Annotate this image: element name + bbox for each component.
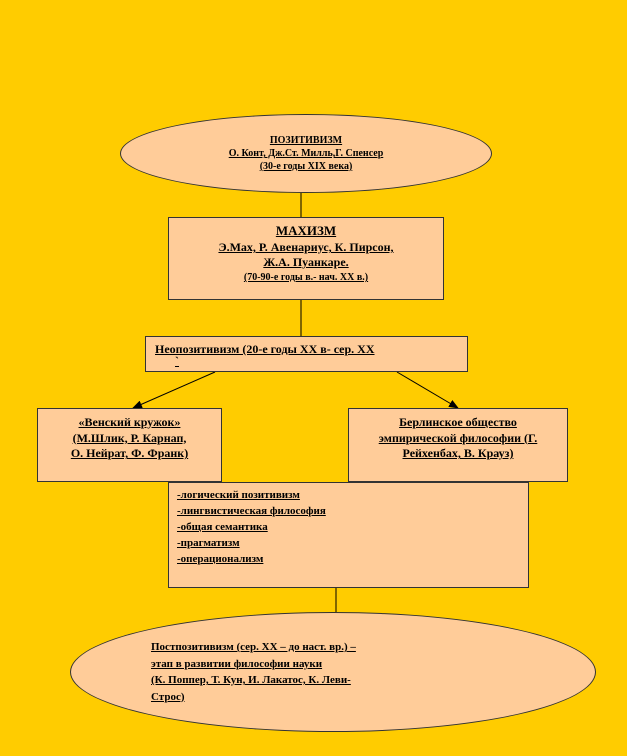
berlin-society-node — [348, 408, 568, 482]
machism-people-2: Ж.А. Пуанкаре. — [263, 255, 349, 270]
machism-people-1: Э.Мах, Р. Авенариус, К. Пирсон, — [218, 239, 394, 254]
machism-node — [168, 217, 444, 300]
neopositivism-node — [145, 336, 468, 372]
neopositivism-tail: ` — [175, 354, 179, 369]
positivism-title: ПОЗИТИВИЗМ — [269, 135, 343, 146]
postpositivism-line-1: Постпозитивизм (сер. XX – до наст. вр.) – — [151, 641, 356, 653]
postpositivism-line-3: (К. Поппер, Т. Кун, И. Лакатос, К. Леви- — [151, 674, 351, 686]
direction-item: -логический позитивизм — [177, 489, 300, 501]
berlin-line-1: Берлинское общество — [399, 415, 517, 429]
positivism-node — [120, 114, 492, 193]
vienna-line-1: «Венский кружок» — [78, 415, 181, 429]
machism-title: МАХИЗМ — [275, 223, 337, 238]
positivism-period: (30-е годы XIX века) — [259, 161, 353, 172]
berlin-line-2: эмпирической философии (Г. — [378, 430, 538, 445]
direction-item: -операционализм — [177, 552, 264, 565]
vienna-line-3: О. Нейрат, Ф. Франк) — [70, 446, 189, 461]
arrow-to-berlin — [397, 372, 458, 408]
neopositivism-label: Неопозитивизм (20-е годы XX в- сер. XX — [155, 342, 375, 356]
positivism-people: О. Конт, Дж.Ст. Милль,Г. Спенсер — [228, 148, 384, 159]
direction-item: -лингвистическая философия — [177, 504, 326, 517]
vienna-line-2: (М.Шлик, Р. Карнап, — [72, 430, 187, 445]
direction-item: -прагматизм — [177, 536, 240, 549]
postpositivism-line-2: этап в развитии философии науки — [151, 657, 323, 670]
direction-item: -общая семантика — [177, 520, 268, 533]
arrow-to-vienna — [133, 372, 215, 408]
machism-period: (70-90-е годы в.- нач. XX в.) — [243, 272, 369, 284]
postpositivism-line-4: Строс) — [151, 690, 185, 703]
vienna-circle-node — [37, 408, 222, 482]
directions-node — [168, 482, 529, 588]
postpositivism-node — [70, 612, 596, 732]
berlin-line-3: Рейхенбах, В. Крауз) — [402, 446, 514, 461]
